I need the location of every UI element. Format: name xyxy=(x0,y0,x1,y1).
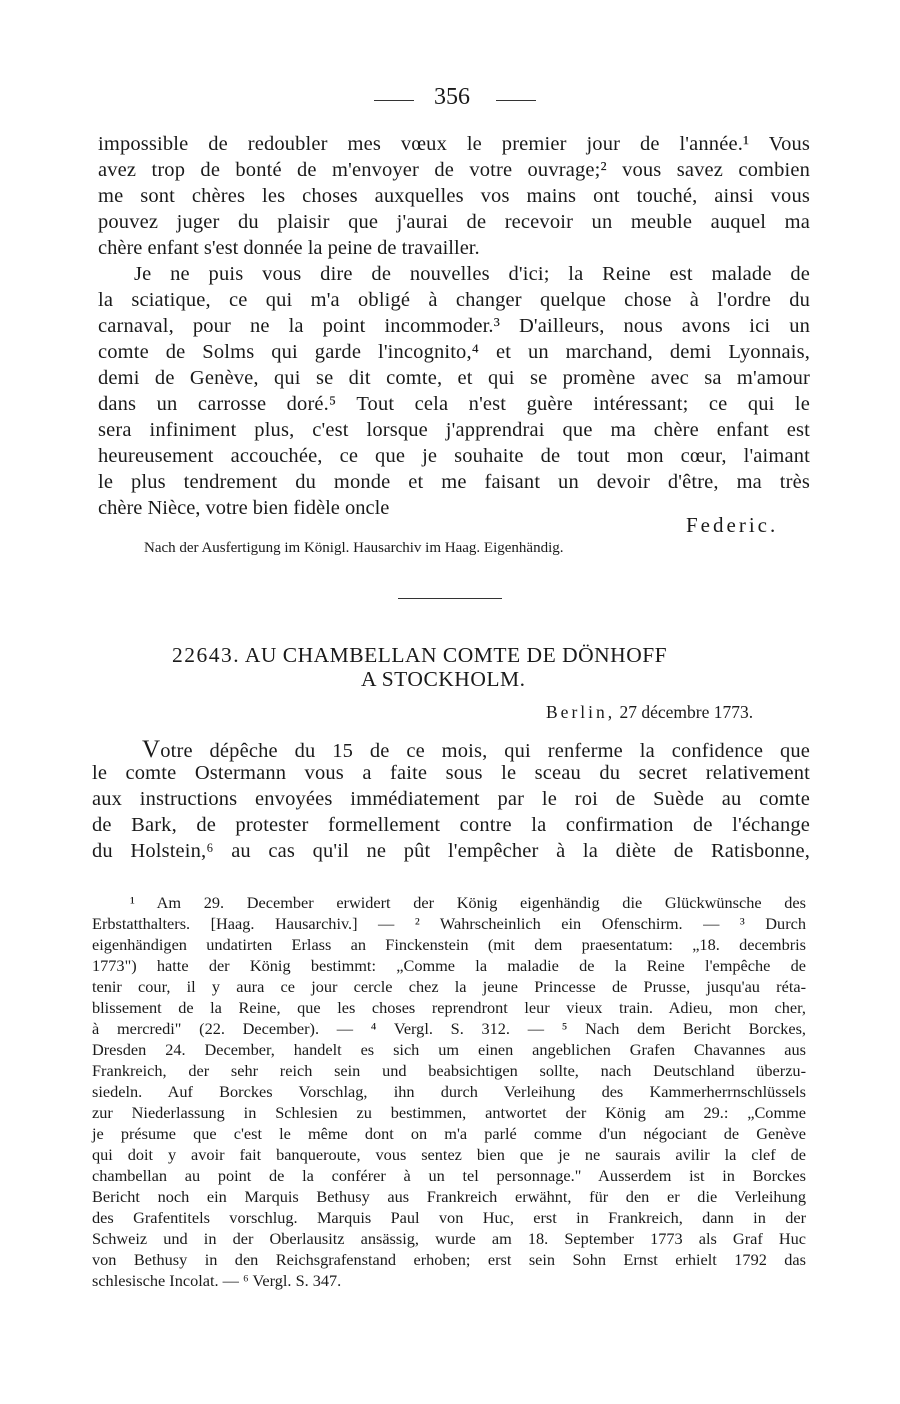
body-line: du Holstein,⁶ au cas qu'il ne pût l'empêcher à la diète de Ratisbonne, xyxy=(92,840,810,862)
footnote-line: Erbstatthalters. [Haag. Hausarchiv.] — ² Wahrscheinlich ein Ofenschirm. — ³ Durch xyxy=(92,914,806,933)
source-note: Nach der Ausfertigung im Königl. Hausarchiv im Haag. Eigenhändig. xyxy=(144,540,564,556)
body-line: carnaval, pour ne la point incommoder.³ D'ailleurs, nous avons ici un xyxy=(98,315,810,337)
body-line: la sciatique, ce qui m'a obligé à changer quelque chose à l'ordre du xyxy=(98,289,810,311)
body-line: me sont chères les choses auxquelles vos mains ont touché, ainsi vous xyxy=(98,185,810,207)
footnote-line: qui doit y avoir fait banqueroute, vous sentez bien que je ne saurais avilir la clef de xyxy=(92,1145,806,1164)
body-line: de Bark, de protester formellement contre la confirmation de l'échange xyxy=(92,814,810,836)
body-line: aux instructions envoyées immédiatement par le roi de Suède au comte xyxy=(92,788,810,810)
body-line: dans un carrosse doré.⁵ Tout cela n'est guère intéressant; ce qui le xyxy=(98,393,810,415)
body-line: heureusement accouchée, ce que je souhaite de tout mon cœur, l'aimant xyxy=(98,445,810,467)
body-line: sera infiniment plus, c'est lorsque j'apprendrai que ma chère enfant est xyxy=(98,419,810,441)
footnote-line: chambellan au point de la conférer à un tel personnage." Ausserdem ist in Borckes xyxy=(92,1166,806,1185)
drop-cap: V xyxy=(142,736,161,763)
footnote-line: von Bethusy in den Reichsgrafenstand erhoben; erst sein Sohn Ernst erhielt 1792 das xyxy=(92,1250,806,1269)
body-line: chère Nièce, votre bien fidèle oncle xyxy=(98,497,390,519)
letter-date-text: 27 décembre 1773. xyxy=(619,702,754,722)
footnote-line: Schweiz und in der Oberlausitz ansässig, wurde am 18. September 1773 als Graf Huc xyxy=(92,1229,806,1248)
footnote-line: blissement de la Reine, que les choses reprendront leur vieux train. Adieu, mon cher, xyxy=(92,998,806,1017)
signature: Federic. xyxy=(686,513,779,537)
letter-title-line1: AU CHAMBELLAN COMTE DE DÖNHOFF xyxy=(244,643,668,667)
footnote-line: 1773") hatte der König bestimmt: „Comme la maladie de la Reine l'empêche de xyxy=(92,956,806,975)
body-line: demi de Genève, qui se dit comte, et qui se promène avec sa m'amour xyxy=(98,367,810,389)
body-line-text: otre dépêche du 15 de ce mois, qui renferme la confidence que xyxy=(160,740,810,762)
footnote-line: schlesische Incolat. — ⁶ Vergl. S. 347. xyxy=(92,1271,342,1290)
body-line: Je ne puis vous dire de nouvelles d'ici; la Reine est malade de xyxy=(134,263,810,285)
page-number-dash-right xyxy=(496,100,536,101)
footnote-line: ¹ Am 29. December erwidert der König eigenhändig die Glückwünsche des xyxy=(130,893,806,912)
letter-number: 22643. xyxy=(172,643,241,667)
body-line: le comte Ostermann vous a faite sous le sceau du secret relativement xyxy=(92,762,810,784)
body-line: le plus tendrement du monde et me faisant un devoir d'être, ma très xyxy=(98,471,810,493)
letter-heading xyxy=(172,643,667,668)
body-line: impossible de redoubler mes vœux le premier jour de l'année.¹ Vous xyxy=(98,133,810,155)
footnote-line: Dresden 24. December, handelt es sich um einen angeblichen Grafen Chavannes aus xyxy=(92,1040,806,1059)
footnote-line: siedeln. Auf Borckes Vorschlag, ihn durch Verleihung des Kammerherrnschlüssels xyxy=(92,1082,806,1101)
letter-title-line2: A STOCKHOLM. xyxy=(361,667,526,691)
footnote-line: eigenhändigen undatirten Erlass an Finckenstein (mit dem praesentatum: „18. decembris xyxy=(92,935,806,954)
page-number-dash-left xyxy=(374,100,414,101)
body-line xyxy=(142,736,810,764)
footnote-line: Bericht noch ein Marquis Bethusy aus Frankreich erwähnt, für den er die Verleihung xyxy=(92,1187,806,1206)
footnote-line: des Grafentitels vorschlug. Marquis Paul von Huc, erst in Frankreich, dann in der xyxy=(92,1208,806,1227)
section-divider xyxy=(398,598,502,599)
body-line: pouvez juger du plaisir que j'aurai de recevoir un meuble auquel ma xyxy=(98,211,810,233)
body-line: comte de Solms qui garde l'incognito,⁴ et un marchand, demi Lyonnais, xyxy=(98,341,810,363)
footnote-line: Frankreich, der sehr reich sein und beabsichtigen sollte, nach Deutschland überzu- xyxy=(92,1061,806,1080)
footnote-line: zur Niederlassung in Schlesien zu bestimmen, antwortet der König am 29.: „Comme xyxy=(92,1103,806,1122)
footnote-line: tenir cour, il y aura ce jour cercle chez la jeune Princesse de Prusse, jusqu'au réta- xyxy=(92,977,806,996)
body-line: avez trop de bonté de m'envoyer de votre ouvrage;² vous savez combien xyxy=(98,159,810,181)
body-line: chère enfant s'est donnée la peine de travailler. xyxy=(98,237,480,259)
page-number: 356 xyxy=(434,84,470,110)
footnote-line: je présume que c'est le même dont on m'a parlé comme d'un négociant de Genève xyxy=(92,1124,806,1143)
footnote-line: à mercredi" (22. December). — ⁴ Vergl. S. 312. — ⁵ Nach dem Bericht Borckes, xyxy=(92,1019,806,1038)
letter-date-city: Berlin, xyxy=(546,702,616,722)
letter-date xyxy=(546,702,753,723)
